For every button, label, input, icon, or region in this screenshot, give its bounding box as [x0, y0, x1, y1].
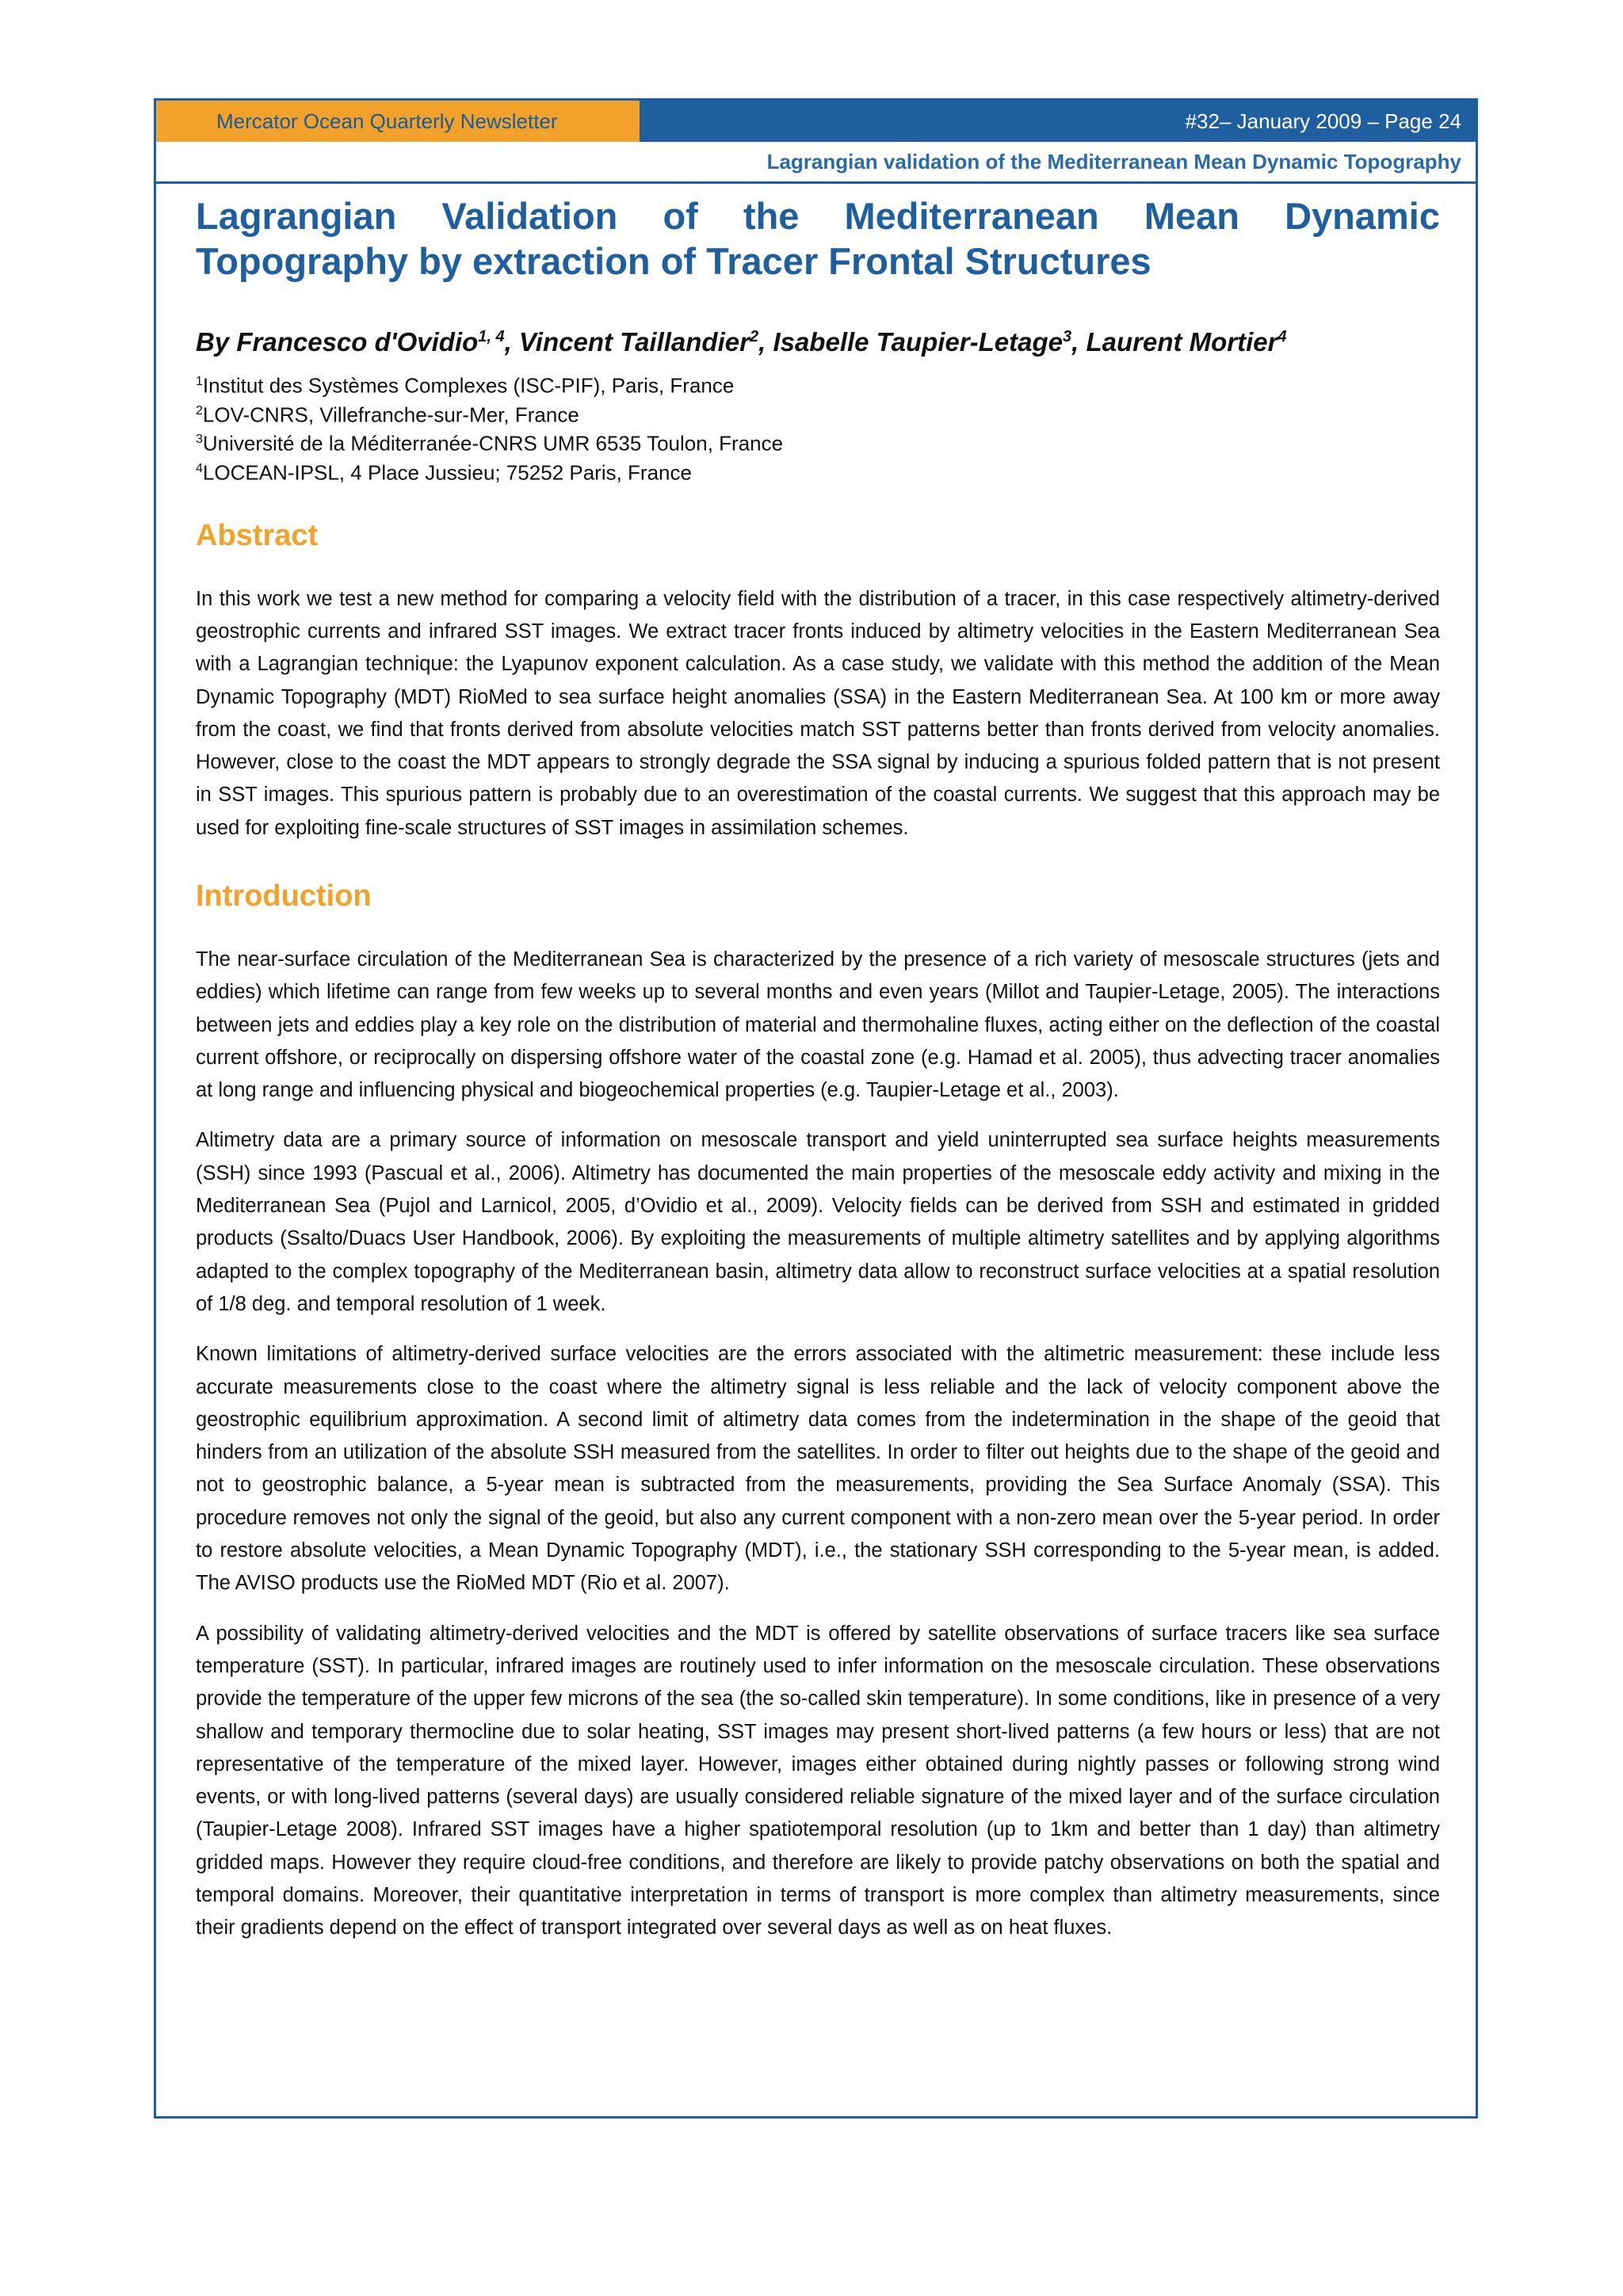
- header-bar: [156, 101, 1476, 142]
- affiliation-number: 1: [196, 375, 203, 388]
- affiliation-text: Université de la Méditerranée-CNRS UMR 6535 Toulon, France: [202, 431, 784, 456]
- author-affiliation-mark: 1, 4: [478, 328, 505, 345]
- issue-page-info: #32– January 2009 – Page 24: [640, 101, 1476, 142]
- introduction-paragraph: The near-surface circulation of the Mediterranean Sea is characterized by the presence of a rich variety of mesoscale structures (jets and eddies) which lifetime can range from few weeks up to several months and even years (Millot and Taupier-Letage, 2005). The interactions between jets and eddies play a key role on the distribution of material and thermohaline fluxes, acting either on the deflection of the coastal current offshore, or reciprocally on dispersing offshore water of the coastal zone (e.g. Hamad et al. 2005), thus advecting tracer anomalies at long range and influencing physical and biogeochemical properties (e.g. Taupier-Letage et al., 2003).: [196, 948, 1440, 1102]
- author-name: Vincent Taillandier: [519, 327, 750, 357]
- affiliation: [196, 456, 1440, 486]
- affiliation: [196, 369, 1440, 399]
- affiliation-list: [196, 369, 1440, 486]
- page-frame: [154, 98, 1478, 2119]
- introduction-heading: Introduction: [196, 879, 372, 913]
- running-title: Lagrangian validation of the Mediterranean Mean Dynamic Topography: [156, 142, 1476, 184]
- introduction-paragraph: Altimetry data are a primary source of information on mesoscale transport and yield uninterrupted sea surface heights measurements (SSH) since 1993 (Pascual et al., 2006). Altimetry has documented the main properties of the mesoscale eddy activity and mixing in the Mediterranean Sea (Pujol and Larnicol, 2005, d’Ovidio et al., 2009). Velocity fields can be derived from SSH and estimated in gridded products (Ssalto/Duacs User Handbook, 2006). By exploiting the measurements of multiple altimetry satellites and by applying algorithms adapted to the complex topography of the Mediterranean basin, altimetry data allow to reconstruct surface velocities at a spatial resolution of 1/8 deg. and temporal resolution of 1 week.: [196, 1129, 1440, 1315]
- newsletter-name: Mercator Ocean Quarterly Newsletter: [156, 101, 640, 142]
- author-affiliation-mark: 4: [1277, 328, 1287, 345]
- affiliation-number: 3: [196, 433, 203, 447]
- author-name: Isabelle Taupier-Letage: [773, 327, 1063, 357]
- byline-prefix: By: [196, 327, 237, 357]
- affiliation: [196, 427, 1440, 456]
- introduction-paragraph: Known limitations of altimetry-derived surface velocities are the errors associated with the altimetric measurement: these include less accurate measurements close to the coast where the altimetry signal is less reliable and the lack of velocity component above the geostrophic equilibrium approximation. A second limit of altimetry data comes from the indetermination in the shape of the geoid that hinders from an utilization of the absolute SSH measured from the satellites. In order to filter out heights due to the shape of the geoid and not to geostrophic balance, a 5-year mean is subtracted from the measurements, providing the Sea Surface Anomaly (SSA). This procedure removes not only the signal of the geoid, but also any current component with a non-zero mean over the 5-year period. In order to restore absolute velocities, a Mean Dynamic Topography (MDT), i.e., the stationary SSH corresponding to the 5-year mean, is added. The AVISO products use the RioMed MDT (Rio et al. 2007).: [196, 1343, 1440, 1595]
- article-body: [196, 193, 1440, 1945]
- affiliation-number: 2: [196, 403, 203, 418]
- article-title: Lagrangian Validation of the Mediterranean Mean Dynamic Topography by extraction of Tracer Frontal Structures: [196, 195, 1440, 282]
- introduction-paragraph: A possibility of validating altimetry-derived velocities and the MDT is offered by satellite observations of surface tracers like sea surface temperature (SST). In particular, infrared images are routinely used to infer information on the mesoscale circulation. These observations provide the temperature of the upper few microns of the sea (the so-called skin temperature). In some conditions, like in presence of a very shallow and temporary thermocline due to solar heating, SST images may present short-lived patterns (a few hours or less) that are not representative of the temperature of the mixed layer. However, images either obtained during nightly passes or following strong wind events, or with long-lived patterns (several days) are usually considered reliable signature of the mixed layer and of the surface circulation (Taupier-Letage 2008). Infrared SST images have a higher spatiotemporal resolution (up to 1km and better than 1 day) than altimetry gridded maps. However they require cloud-free conditions, and therefore are likely to provide patchy observations on both the spatial and temporal domains. Moreover, their quantitative interpretation in terms of transport is more complex than altimetry measurements, since their gradients depend on the effect of transport integrated over several days as well as on heat fluxes.: [196, 1622, 1440, 1939]
- affiliation: [196, 399, 1440, 428]
- author-name: Laurent Mortier: [1086, 327, 1278, 357]
- author-affiliation-mark: 3: [1063, 328, 1072, 345]
- author-name: Francesco d'Ovidio: [236, 327, 479, 357]
- affiliation-text: LOV-CNRS, Villefranche-sur-Mer, France: [202, 402, 579, 427]
- abstract-paragraph: In this work we test a new method for comparing a velocity field with the distribution of a tracer, in this case respectively altimetry-derived geostrophic currents and infrared SST images. We extract tracer fronts induced by altimetry velocities in the Eastern Mediterranean Sea with a Lagrangian technique: the Lyapunov exponent calculation. As a case study, we validate with this method the addition of the Mean Dynamic Topography (MDT) RioMed to sea surface height anomalies (SSA) in the Eastern Mediterranean Sea. At 100 km or more away from the coast, we find that fronts derived from absolute velocities match SST patterns better than fronts derived from velocity anomalies. However, close to the coast the MDT appears to strongly degrade the SSA signal by inducing a spurious folded pattern that is not present in SST images. This spurious pattern is probably due to an overestimation of the coastal currents. We suggest that this approach may be used for exploiting fine-scale structures of SST images in assimilation schemes.: [196, 587, 1440, 839]
- affiliation-text: Institut des Systèmes Complexes (ISC-PIF), Paris, France: [202, 373, 735, 398]
- author-affiliation-mark: 2: [749, 328, 759, 345]
- author-line: By Francesco d'Ovidio$^{1, 4}$, Vincent Taillandier$^2$, Isabelle Taupier-Letage$^3$, Laurent Mortier$^4$: [196, 327, 1287, 357]
- affiliation-text: LOCEAN-IPSL, 4 Place Jussieu; 75252 Paris, France: [202, 460, 692, 485]
- abstract-heading: Abstract: [196, 518, 319, 552]
- affiliation-number: 4: [196, 461, 203, 475]
